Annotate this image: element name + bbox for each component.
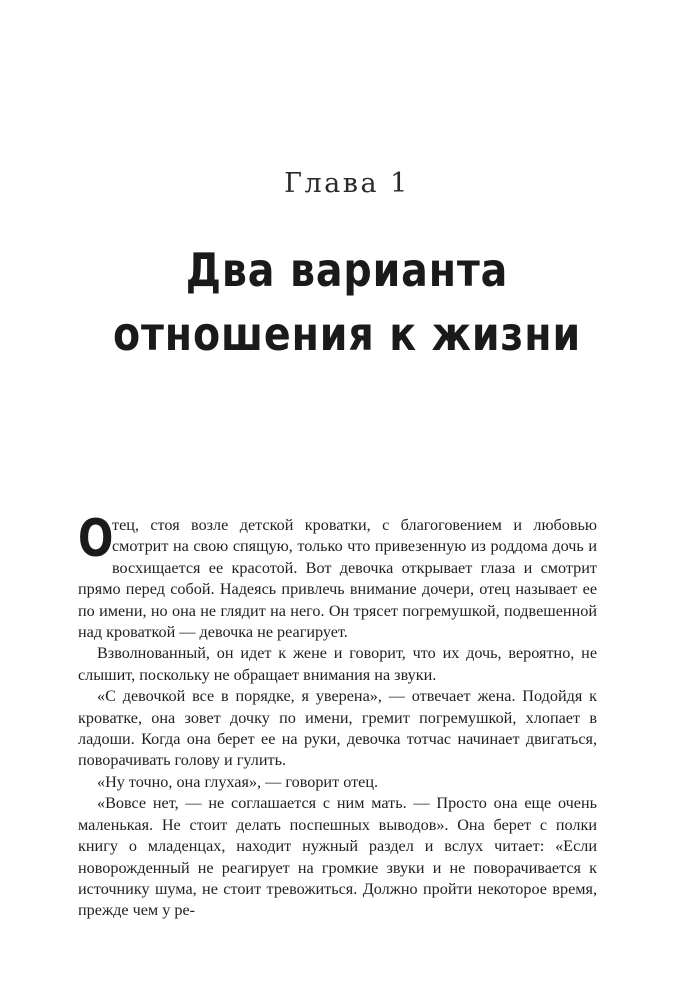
paragraph-2: Взволнованный, он идет к жене и говорит, что их дочь, вероятно, не слышит, поскольку не обращает внимания на звуки. — [78, 644, 597, 684]
chapter-title — [49, 238, 646, 366]
body-text — [78, 509, 597, 922]
paragraph-1-text: тец, стоя возле детской кроватки, с благоговением и любовью смотрит на свою спящую, только что привезенную из роддома дочь и восхищается ее красотой. Вот девочка открывает глаза и смотрит прямо перед собой. Надеясь привлечь внимание дочери, отец называет ее по имени, но она не глядит на него. Он трясет погремушкой, подвешенной над кроваткой — девочка не реагирует. — [78, 516, 597, 642]
chapter-label: Глава 1 — [284, 168, 410, 199]
drop-cap: О — [78, 509, 114, 569]
chapter-title-line-1: Два варианта — [185, 243, 509, 297]
paragraph-5: «Вовсе нет, — не соглашается с ним мать. — Просто она еще очень маленькая. Не стоит делать поспешных выводов». Она берет с полки книгу о младенцах, находит нужный раздел и вслух читает: «Если новорожденный не реагирует на громкие звуки и не поворачивается к источнику шума, не стоит тревожиться. Должно пройти некоторое время, прежде чем у ре- — [78, 794, 597, 920]
paragraph-4: «Ну точно, она глухая», — говорит отец. — [97, 772, 379, 791]
chapter-title-line-2: отношения к жизни — [112, 307, 582, 361]
paragraph-3: «С девочкой все в порядке, я уверена», — отвечает жена. Подойдя к кроватке, она зовет дочку по имени, гремит погремушкой, хлопает в ладоши. Когда она берет ее на руки, девочка тотчас начинает двигаться, поворачивать голову и гулить. — [78, 687, 597, 770]
paragraph-1 — [78, 509, 597, 643]
